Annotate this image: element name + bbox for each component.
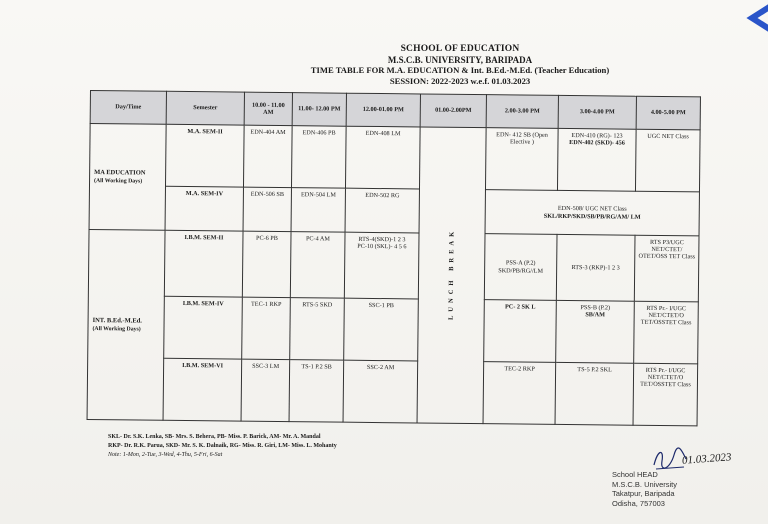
document-heading (240, 44, 680, 86)
semester-cell: I.B.M. SEM-II (164, 230, 243, 297)
semester-cell: M.A. SEM-II (165, 124, 244, 187)
header-semester: Semester (166, 91, 244, 125)
class-cell: RTS Pr.- I/UGC NET/CTET/O TET/OSSTET Class (633, 363, 698, 426)
timetable-title: TIME TABLE FOR M.A. EDUCATION & Int. B.Ed.-M.Ed. (Teacher Education) (310, 65, 610, 75)
class-cell: EDN-406 PB (291, 126, 346, 189)
class-cell: RTS-4(SKD)-1 2 3 PC-10 (SKL)- 4 5 6 (344, 232, 419, 299)
header-slot-4: 01.00-2.00PM (420, 94, 486, 128)
semester-cell: M.A. SEM-IV (165, 186, 243, 231)
class-cell: EDN-408 LM (345, 126, 420, 189)
table-row (88, 295, 699, 363)
class-cell: TS-1 P.2 SB (289, 360, 344, 423)
table-row (89, 124, 700, 192)
office-seal: School HEAD M.S.C.B. University Takatpur, Baripada Odisha, 757003 (612, 470, 678, 508)
header-slot-6: 3.00-4.00 PM (558, 95, 636, 129)
class-cell: TEC-1 RKP (242, 297, 291, 359)
class-cell: SSC-1 PB (344, 298, 419, 361)
back-arrow-icon[interactable] (734, 0, 768, 40)
session-line: SESSION: 2022-2023 w.e.f. 01.03.2023 (389, 75, 531, 86)
class-cell: UGC NET Class (635, 129, 700, 192)
signature-date: 01.03.2023 (681, 451, 732, 467)
table-row (87, 357, 698, 425)
legend-line: RKP- Dr. R.K. Parua, SKD- Mr. S. K. Dalnaik, RG- Miss. R. Giri, LM- Miss. L. Mohanty (108, 442, 337, 449)
class-cell: TS-5 P.2 SKL (555, 362, 634, 425)
faculty-legend (108, 433, 337, 459)
class-cell: PC- 2 SK L (484, 300, 557, 363)
header-slot-1: 10.00 - 11.00 AM (244, 92, 292, 126)
class-cell: EDN-404 AM (243, 125, 292, 187)
header-slot-2: 11.00- 12.00 PM (292, 93, 346, 127)
lunch-break-cell: LUNCH BREAK (417, 127, 486, 424)
day-note: Note: 1-Mon, 2-Tue, 3-Wed, 4-Thu, 5-Fri, 6-Sat (108, 451, 223, 458)
class-cell: TEC-2 RKP (483, 362, 556, 425)
legend-line: SKL- Dr. S.K. Lenka, SB- Mrs. S. Behera, PB- Miss. P. Barick, AM- Mr. A. Mandal (108, 434, 321, 440)
class-cell: SSC-2 AM (343, 360, 418, 423)
class-cell: PSS-A (P.2) SKD/PB/RG//LM (484, 234, 557, 301)
table-row (89, 186, 699, 236)
timetable (87, 90, 701, 426)
class-cell: RTS Pr.- I/UGC NET/CTET/O TET/OSSTET Class (634, 301, 699, 364)
group-int-bed-med: INT. B.Ed.-M.Ed. (All Working Days) (87, 229, 165, 420)
table-row (88, 229, 699, 301)
class-cell: SSC-3 LM (241, 359, 290, 421)
semester-cell: I.B.M. SEM-VI (163, 358, 242, 421)
class-cell: EDN-410 (RG)- 123 EDN-402 (SKD)- 456 (557, 128, 636, 191)
class-cell: EDN-506 SB (243, 187, 291, 232)
class-cell: PC-6 PB (242, 231, 291, 297)
class-cell: RTS-3 (RKP)-1 2 3 (556, 234, 635, 301)
group-ma-education: MA EDUCATION (All Working Days) (89, 124, 166, 231)
semester-cell: I.B.M. SEM-IV (164, 296, 243, 359)
class-cell: RTS P3/UGC NET/CTET/ OTET/OSS TET Class (634, 235, 699, 302)
class-cell: PC-4 AM (290, 232, 345, 299)
header-slot-7: 4.00-5.00 PM (636, 96, 700, 130)
class-cell: PSS-B (P.2) SB/AM (556, 300, 635, 363)
header-slot-5: 2.00-3.00 PM (486, 95, 558, 129)
class-cell: EDN-502 RG (345, 188, 419, 233)
class-cell-span: EDN-508/ UGC NET Class SKL/RKP/SKD/SB/PB/RG/AM/ LM (485, 190, 699, 236)
university-name: M.S.C.B. UNIVERSITY, BARIPADA (387, 54, 533, 65)
header-day-time: Day/Time (90, 91, 166, 125)
class-cell: EDN-504 LM (291, 188, 345, 233)
class-cell: RTS-5 SKD (290, 298, 345, 361)
class-cell: EDN- 412 SB (Open Elective ) (485, 128, 558, 191)
header-slot-3: 12.00-01.00 PM (346, 93, 420, 127)
school-name: SCHOOL OF EDUCATION (400, 44, 520, 54)
